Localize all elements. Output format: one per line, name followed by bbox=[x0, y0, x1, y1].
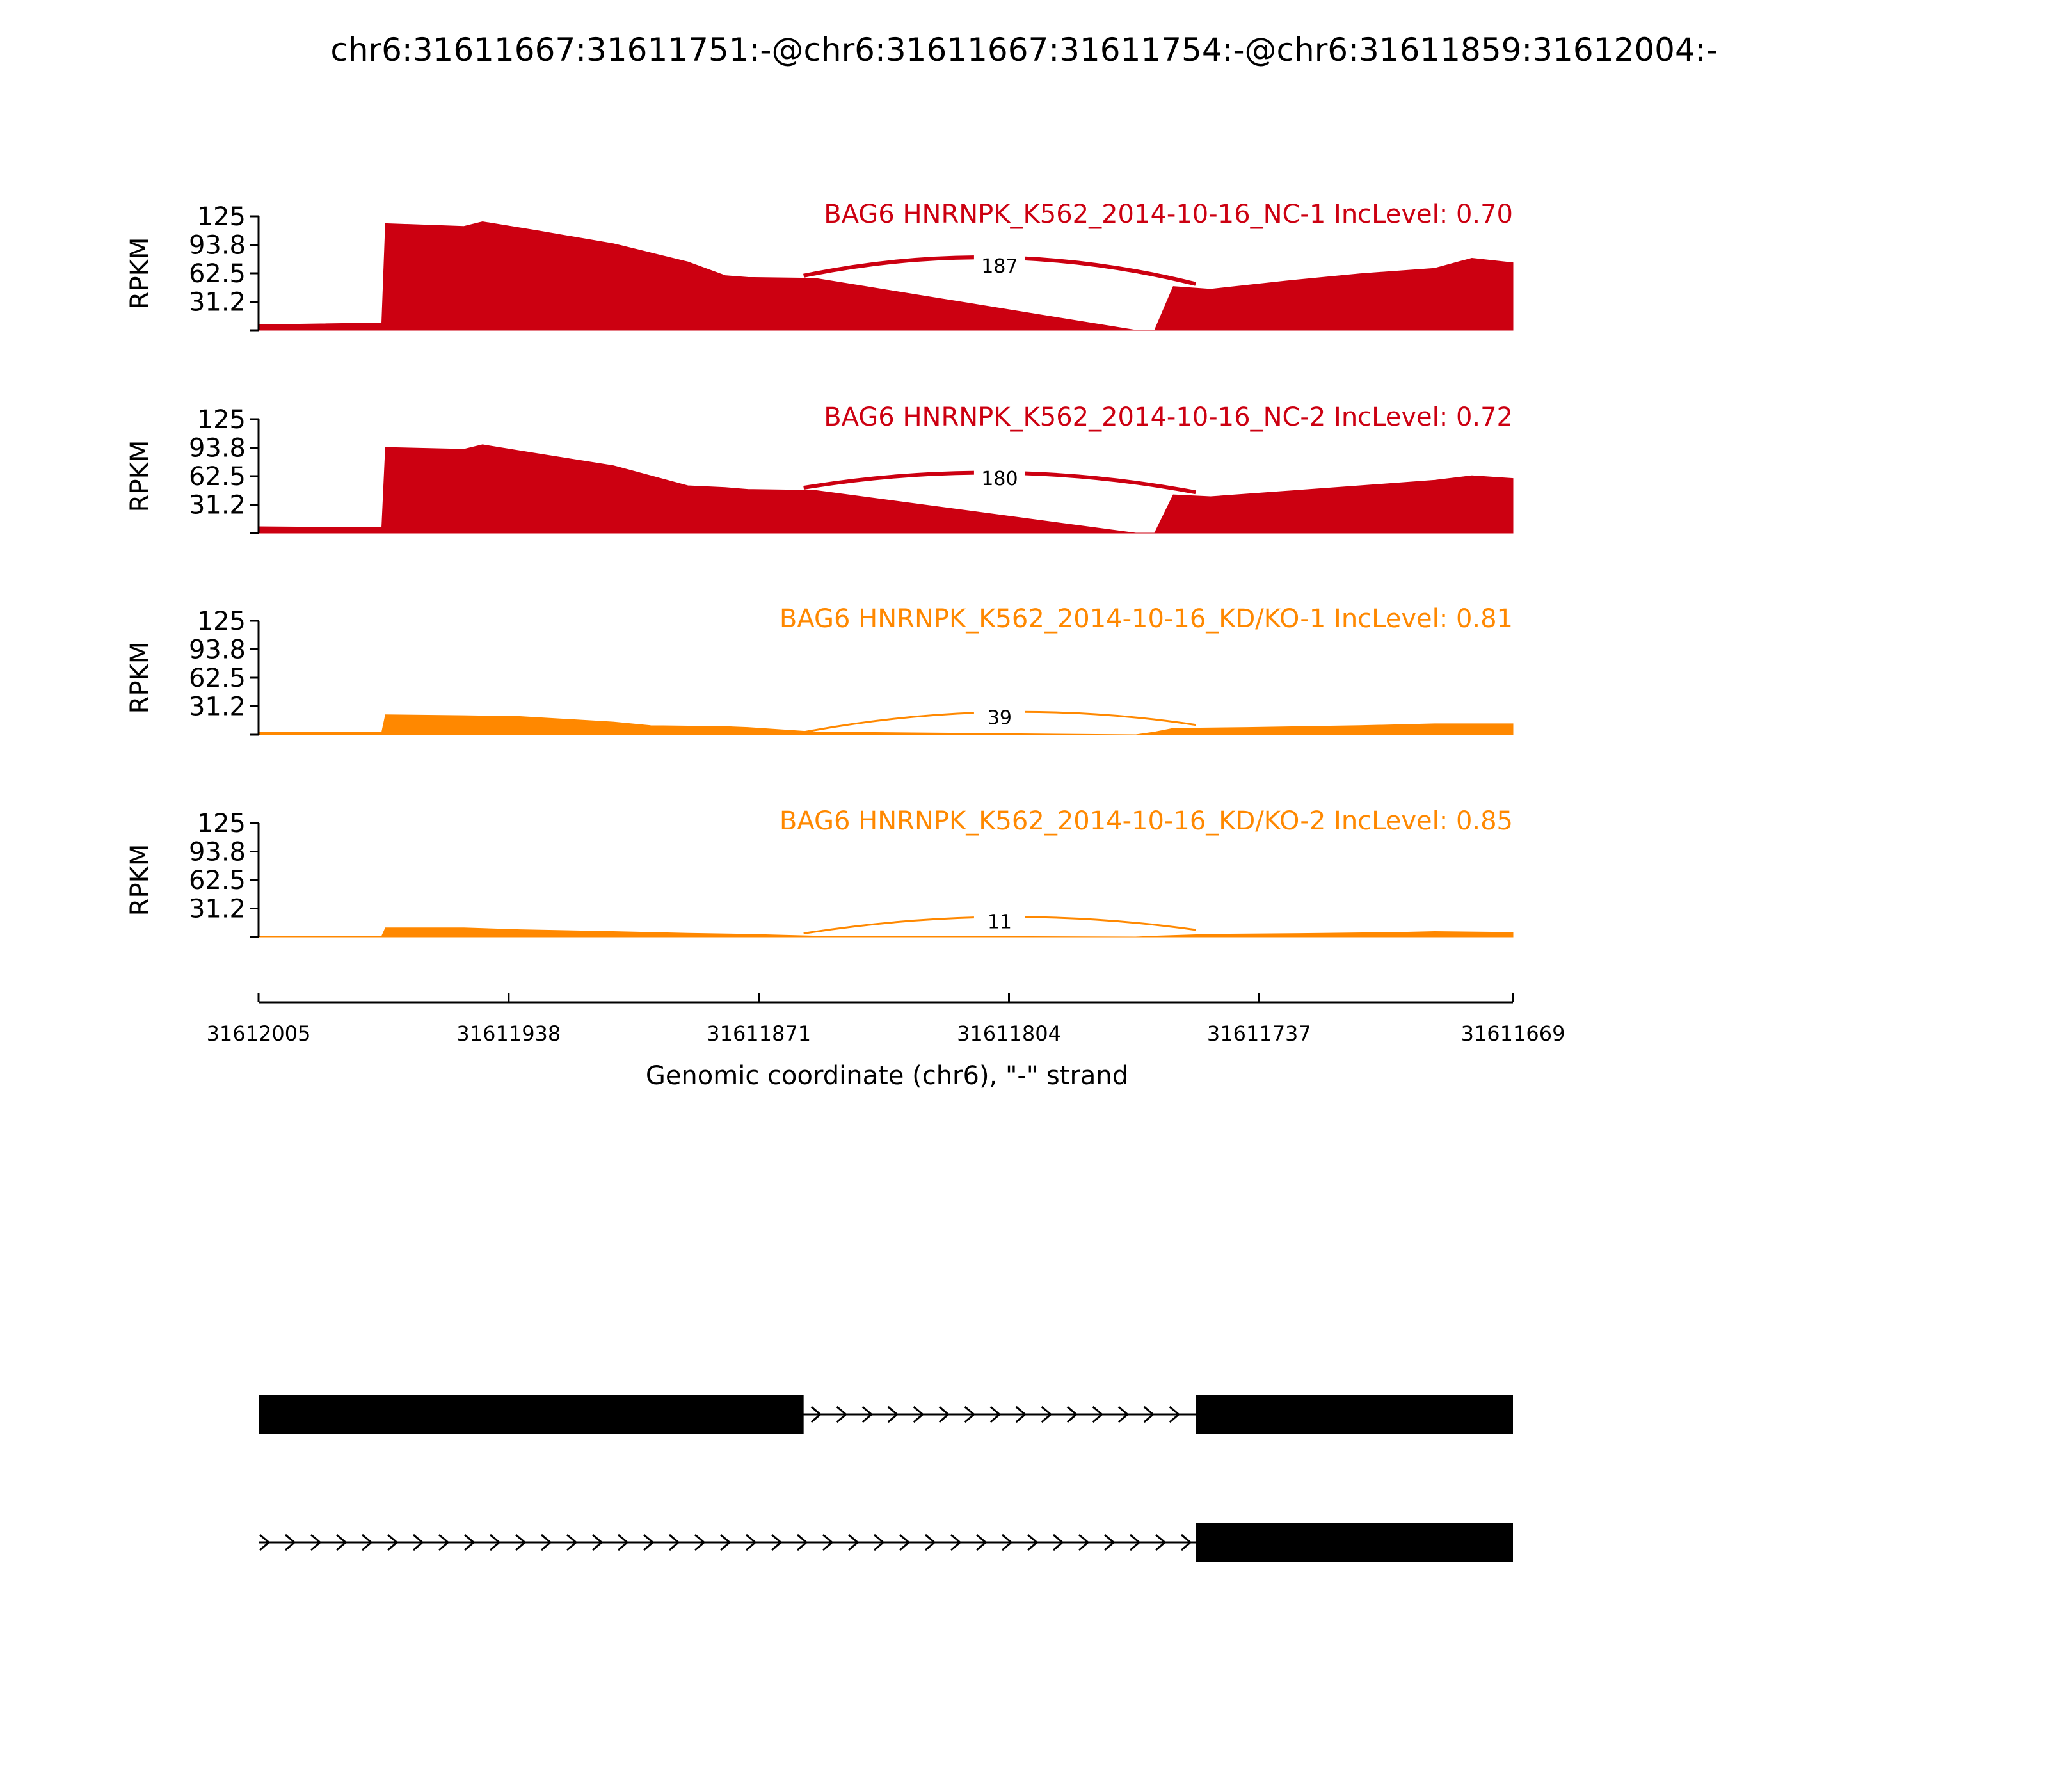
y-tick-label: 62.5 bbox=[188, 259, 246, 289]
x-axis bbox=[207, 993, 1565, 1046]
y-tick-label: 125 bbox=[196, 202, 246, 232]
x-tick-label: 31611669 bbox=[1460, 1021, 1565, 1046]
junction-read-count: 180 bbox=[981, 468, 1018, 491]
sample-label: BAG6 HNRNPK_K562_2014-10-16_NC-1 IncLevel: 0.70 bbox=[824, 200, 1513, 229]
exon-block bbox=[259, 1395, 804, 1434]
y-axis-label: RPKM bbox=[125, 237, 155, 310]
coverage-area bbox=[259, 445, 1513, 533]
x-tick-label: 31611804 bbox=[957, 1021, 1061, 1046]
coverage-area bbox=[259, 222, 1513, 331]
y-tick-label: 125 bbox=[196, 405, 246, 435]
sample-label: BAG6 HNRNPK_K562_2014-10-16_KD/KO-1 IncLevel: 0.81 bbox=[779, 604, 1513, 634]
exon-block bbox=[1196, 1395, 1513, 1434]
coverage-area bbox=[259, 928, 1513, 937]
transcript-model bbox=[259, 1395, 1513, 1434]
y-tick-label: 31.2 bbox=[188, 287, 246, 317]
gene-models bbox=[259, 1395, 1513, 1562]
y-tick-label: 31.2 bbox=[188, 490, 246, 520]
coverage-track bbox=[125, 200, 1513, 330]
y-tick-label: 62.5 bbox=[188, 462, 246, 492]
x-tick-label: 31612005 bbox=[206, 1021, 311, 1046]
junction-read-count: 187 bbox=[981, 255, 1018, 278]
y-tick-label: 31.2 bbox=[188, 894, 246, 924]
y-tick-label: 125 bbox=[196, 607, 246, 636]
y-tick-label: 93.8 bbox=[188, 230, 246, 260]
junction-read-count: 11 bbox=[987, 911, 1012, 934]
x-tick-label: 31611938 bbox=[456, 1021, 561, 1046]
chart-title: chr6:31611667:31611751:-@chr6:31611667:31611754:-@chr6:31611859:31612004:- bbox=[330, 31, 1718, 68]
y-tick-label: 93.8 bbox=[188, 635, 246, 665]
y-tick-label: 31.2 bbox=[188, 692, 246, 722]
y-tick-label: 93.8 bbox=[188, 433, 246, 463]
sample-label: BAG6 HNRNPK_K562_2014-10-16_KD/KO-2 IncLevel: 0.85 bbox=[779, 806, 1513, 836]
transcript-model bbox=[259, 1523, 1513, 1562]
coverage-track bbox=[125, 806, 1513, 937]
coverage-tracks bbox=[125, 200, 1513, 937]
coverage-track bbox=[125, 403, 1513, 533]
y-axis-label: RPKM bbox=[125, 844, 155, 916]
y-tick-label: 62.5 bbox=[188, 664, 246, 693]
y-axis-label: RPKM bbox=[125, 641, 155, 714]
sample-label: BAG6 HNRNPK_K562_2014-10-16_NC-2 IncLevel: 0.72 bbox=[824, 403, 1513, 432]
coverage-track bbox=[125, 604, 1513, 735]
x-tick-label: 31611871 bbox=[707, 1021, 812, 1046]
y-axis-label: RPKM bbox=[125, 440, 155, 513]
y-tick-label: 93.8 bbox=[188, 837, 246, 867]
x-axis-label: Genomic coordinate (chr6), "-" strand bbox=[645, 1061, 1129, 1091]
junction-read-count: 39 bbox=[987, 707, 1012, 730]
x-tick-label: 31611737 bbox=[1206, 1021, 1311, 1046]
y-tick-label: 125 bbox=[196, 809, 246, 838]
exon-block bbox=[1196, 1523, 1513, 1562]
y-tick-label: 62.5 bbox=[188, 866, 246, 895]
coverage-area bbox=[259, 715, 1513, 735]
